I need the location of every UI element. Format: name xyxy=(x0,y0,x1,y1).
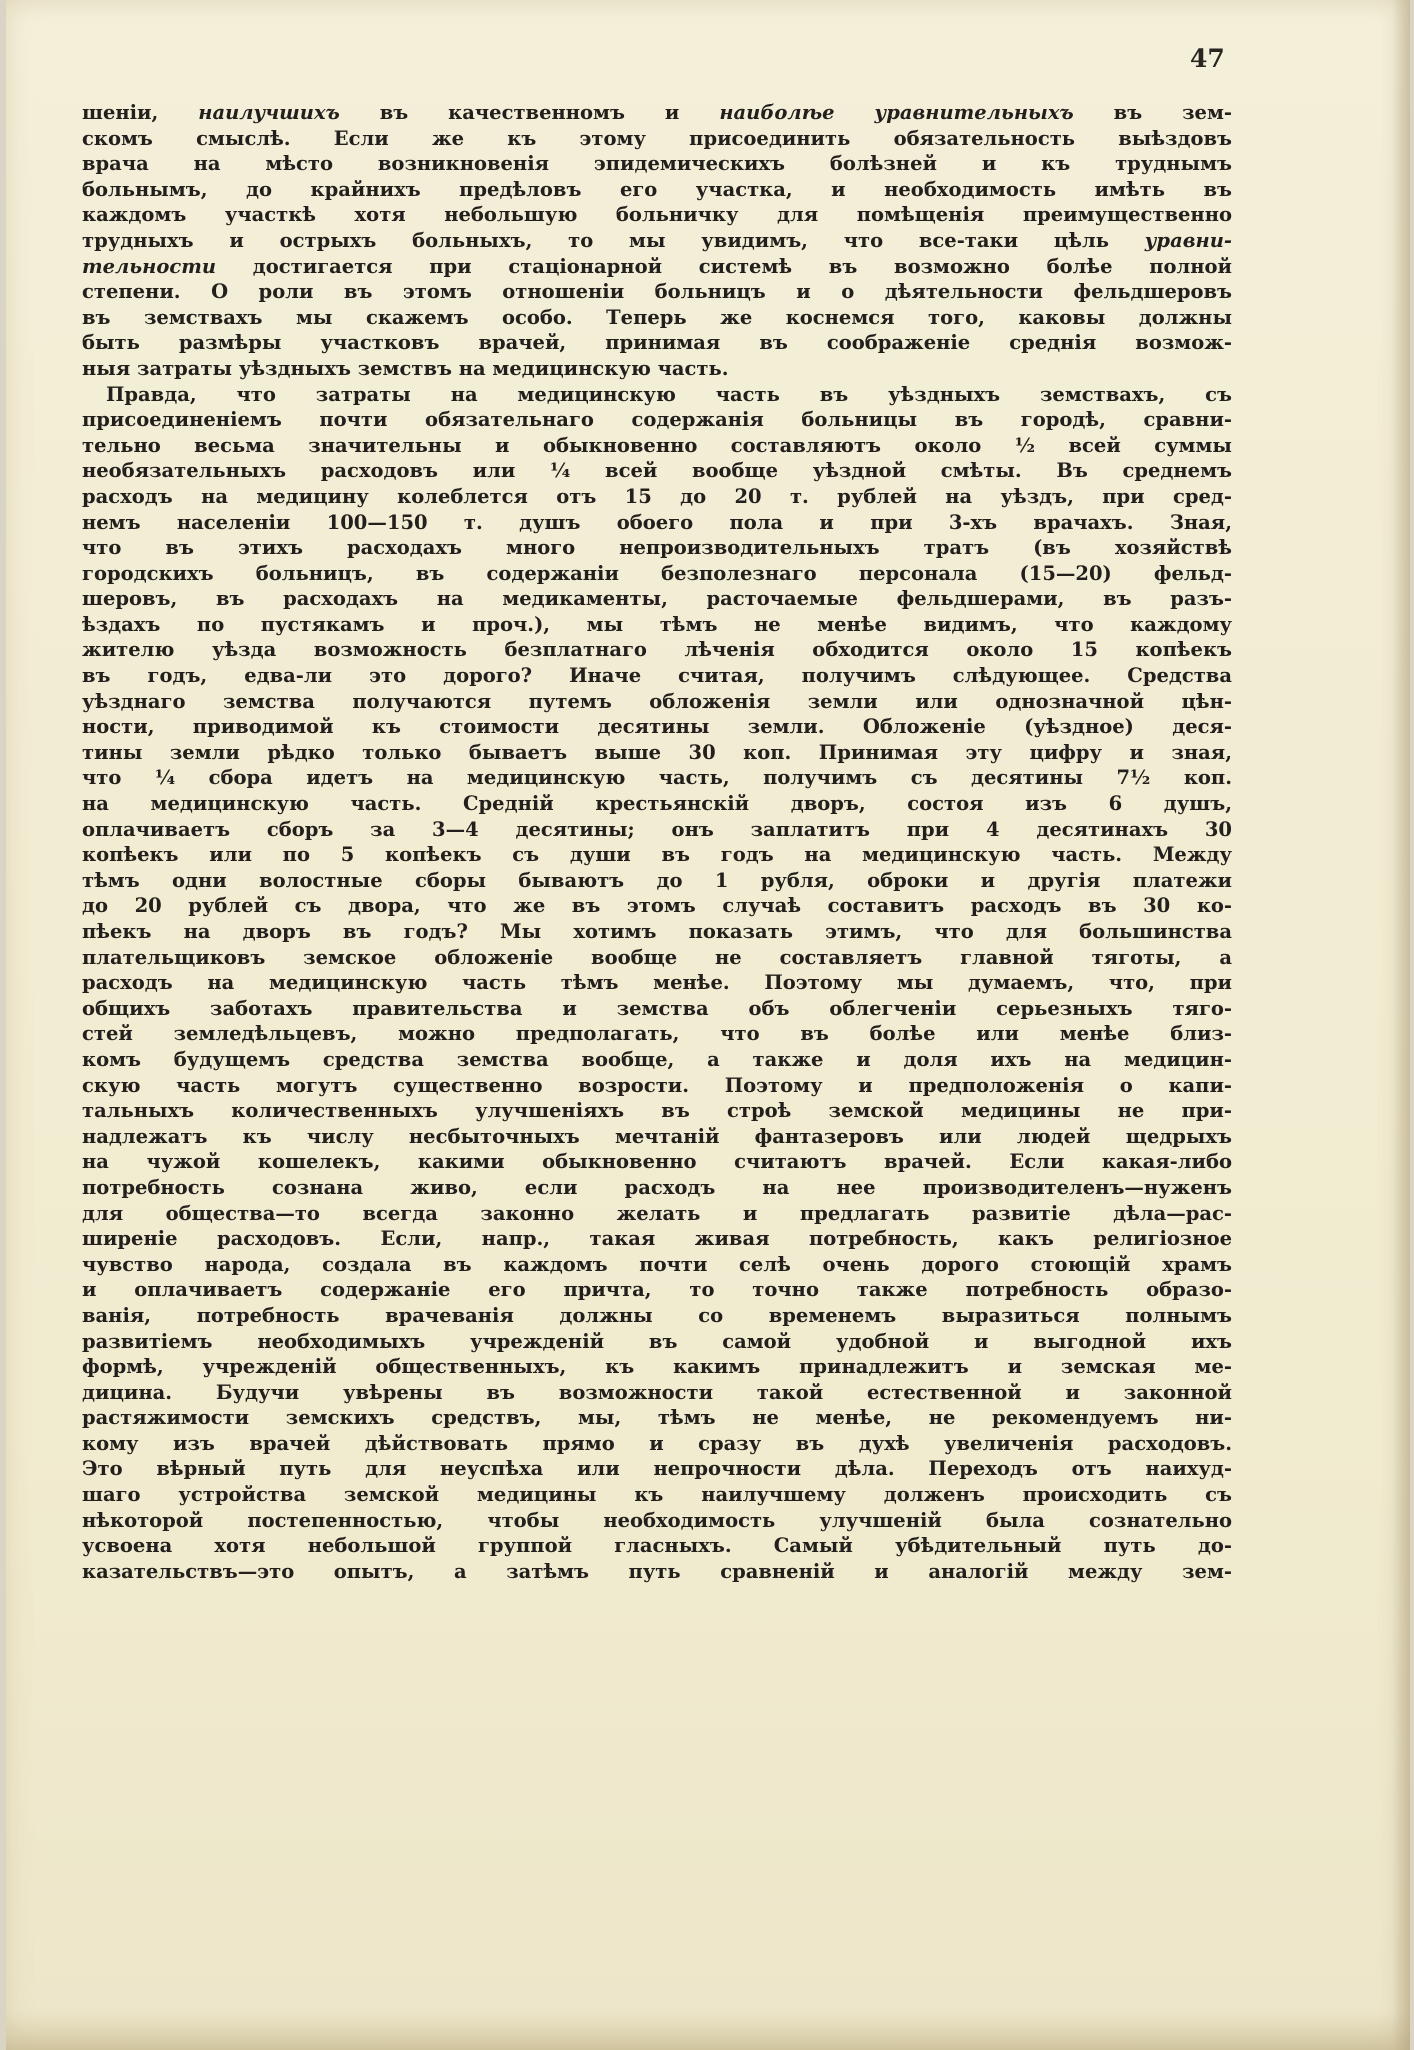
text-line xyxy=(82,1380,1232,1406)
text-line xyxy=(82,612,1232,638)
text-line xyxy=(82,458,1232,484)
text-segment: оплачиваетъ сборъ за 3—4 десятины; онъ заплатитъ при 4 десятинахъ 30 xyxy=(82,817,1232,841)
page-number: 47 xyxy=(1190,44,1225,73)
text-line xyxy=(82,970,1232,996)
text-line xyxy=(82,740,1232,766)
text-line xyxy=(82,714,1232,740)
text-line xyxy=(82,842,1232,868)
text-segment: формѣ, учрежденій общественныхъ, къ какимъ принадлежитъ и земская ме- xyxy=(82,1355,1232,1379)
emphasized-text: наиболѣе уравнительныхъ xyxy=(719,101,1074,124)
text-segment: городскихъ больницъ, въ содержаніи безполезнаго персонала (15—20) фельд- xyxy=(82,561,1232,585)
text-segment: ности, приводимой къ стоимости десятины земли. Обложеніе (уѣздное) деся- xyxy=(82,715,1232,739)
text-line xyxy=(82,126,1232,152)
text-line xyxy=(82,305,1232,331)
text-line xyxy=(82,228,1232,254)
text-segment: нѣкоторой постепенностью, чтобы необходимость улучшеній была сознательно xyxy=(82,1508,1232,1532)
text-line xyxy=(82,202,1232,228)
page-bottom-shadow xyxy=(6,2010,1410,2050)
page-edge-shadow xyxy=(1392,0,1410,2050)
text-line xyxy=(82,791,1232,817)
text-line xyxy=(82,100,1232,126)
text-line xyxy=(82,945,1232,971)
text-segment: степени. О роли въ этомъ отношеніи больницъ и о дѣятельности фельдшеровъ xyxy=(82,280,1232,304)
text-segment: скую часть могутъ существенно возрости. Поэтому и предположенія о капи- xyxy=(82,1073,1232,1097)
text-segment: достигается при стаціонарной системѣ въ возможно болѣе полной xyxy=(216,254,1232,278)
text-line xyxy=(82,1149,1232,1175)
text-segment: для общества—то всегда законно желать и предлагать развитіе дѣла—рас- xyxy=(82,1201,1232,1225)
text-segment: дицина. Будучи увѣрены въ возможности такой естественной и законной xyxy=(82,1380,1232,1404)
text-line xyxy=(82,1252,1232,1278)
text-segment: на медицинскую часть. Средній крестьянскій дворъ, состоя изъ 6 душъ, xyxy=(82,792,1232,816)
text-segment: комъ будущемъ средства земства вообще, а также и доля ихъ на медицин- xyxy=(82,1047,1232,1071)
text-line xyxy=(82,510,1232,536)
text-line xyxy=(82,1201,1232,1227)
body-text xyxy=(82,100,1232,1584)
text-segment: общихъ заботахъ правительства и земства объ облегченіи серьезныхъ тяго- xyxy=(82,996,1232,1020)
text-line xyxy=(82,996,1232,1022)
text-segment: въ земствахъ мы скажемъ особо. Теперь же коснемся того, каковы должны xyxy=(82,305,1232,329)
text-segment: чувство народа, создала въ каждомъ почти селѣ очень дорого стоющій храмъ xyxy=(82,1252,1232,1276)
text-segment: шеровъ, въ расходахъ на медикаменты, расточаемые фельдшерами, въ разъ- xyxy=(82,587,1232,611)
text-segment: шеніи, xyxy=(82,101,199,124)
text-line xyxy=(82,1329,1232,1355)
text-segment: расходъ на медицинскую часть тѣмъ менѣе. Поэтому мы думаемъ, что, при xyxy=(82,971,1232,995)
text-line xyxy=(82,1559,1232,1585)
text-line xyxy=(82,1124,1232,1150)
emphasized-text: уравни- xyxy=(1144,228,1232,252)
text-segment: Правда, что затраты на медицинскую часть въ уѣздныхъ земствахъ, съ xyxy=(106,382,1232,406)
text-segment: присоединеніемъ почти обязательнаго содержанія больницы въ городѣ, сравни- xyxy=(82,408,1232,432)
text-segment: расходъ на медицину колеблется отъ 15 до 20 т. рублей на уѣздъ, при сред- xyxy=(82,484,1232,508)
text-segment: каждомъ участкѣ хотя небольшую больничку для помѣщенія преимущественно xyxy=(82,203,1232,227)
text-segment: въ зем- xyxy=(1073,101,1232,124)
text-segment: потребность сознана живо, если расходъ на нее производителенъ—нуженъ xyxy=(82,1175,1232,1199)
text-segment: пѣекъ на дворъ въ годъ? Мы хотимъ показать этимъ, что для большинства xyxy=(82,920,1232,943)
text-segment: тельно весьма значительны и обыкновенно составляютъ около ½ всей суммы xyxy=(82,433,1232,457)
text-line xyxy=(82,1226,1232,1252)
text-segment: на чужой кошелекъ, какими обыкновенно считаютъ врачей. Если какая-либо xyxy=(82,1150,1232,1174)
text-line xyxy=(82,1456,1232,1482)
text-segment: ѣздахъ по пустякамъ и проч.), мы тѣмъ не менѣе видимъ, что каждому xyxy=(82,612,1232,636)
text-segment: жителю уѣзда возможность безплатнаго лѣченія обходится около 15 копѣекъ xyxy=(82,638,1232,662)
text-line xyxy=(82,1047,1232,1073)
text-line xyxy=(82,382,1232,408)
text-segment: немъ населеніи 100—150 т. душъ обоего пола и при 3-хъ врачахъ. Зная, xyxy=(82,510,1232,534)
text-line xyxy=(82,765,1232,791)
text-line xyxy=(82,177,1232,203)
text-segment: что ¼ сбора идетъ на медицинскую часть, получимъ съ десятины 7½ коп. xyxy=(82,766,1232,790)
text-segment: надлежатъ къ числу несбыточныхъ мечтаній фантазеровъ или людей щедрыхъ xyxy=(82,1124,1232,1148)
text-line xyxy=(82,279,1232,305)
text-line xyxy=(82,330,1232,356)
text-line xyxy=(82,433,1232,459)
text-segment: ширеніе расходовъ. Если, напр., такая живая потребность, какъ религіозное xyxy=(82,1227,1232,1251)
text-segment: скомъ смыслѣ. Если же къ этому присоединить обязательность выѣздовъ xyxy=(82,126,1232,150)
text-line xyxy=(82,407,1232,433)
text-line xyxy=(82,637,1232,663)
text-segment: врача на мѣсто возникновенія эпидемическихъ болѣзней и къ труднымъ xyxy=(82,152,1232,176)
text-line xyxy=(82,893,1232,919)
text-segment: до 20 рублей съ двора, что же въ этомъ случаѣ составитъ расходъ въ 30 ко- xyxy=(82,894,1232,918)
text-line xyxy=(82,1482,1232,1508)
text-segment: казательствъ—это опытъ, а затѣмъ путь сравненій и аналогій между зем- xyxy=(82,1559,1232,1583)
text-line xyxy=(82,1303,1232,1329)
text-line xyxy=(82,1533,1232,1559)
text-line xyxy=(82,689,1232,715)
text-line xyxy=(82,1021,1232,1047)
text-segment: ныя затраты уѣздныхъ земствъ на медицинскую часть. xyxy=(82,356,729,380)
text-segment: кому изъ врачей дѣйствовать прямо и сразу въ духѣ увеличенія расходовъ. xyxy=(82,1431,1232,1455)
text-segment: больнымъ, до крайнихъ предѣловъ его участка, и необходимость имѣть въ xyxy=(82,177,1232,201)
text-line xyxy=(82,663,1232,689)
text-segment: тѣмъ одни волостные сборы бываютъ до 1 рубля, оброки и другія платежи xyxy=(82,868,1232,892)
text-line xyxy=(82,868,1232,894)
text-segment: трудныхъ и острыхъ больныхъ, то мы увидимъ, что все-таки цѣль xyxy=(82,228,1145,252)
text-segment: растяжимости земскихъ средствъ, мы, тѣмъ не менѣе, не рекомендуемъ ни- xyxy=(82,1406,1232,1430)
text-line xyxy=(82,1175,1232,1201)
text-line xyxy=(82,1277,1232,1303)
emphasized-text: наилучшихъ xyxy=(198,101,340,124)
text-line xyxy=(82,1405,1232,1431)
emphasized-text: тельности xyxy=(82,254,217,278)
text-line xyxy=(82,151,1232,177)
text-segment: что въ этихъ расходахъ много непроизводительныхъ тратъ (въ хозяйствѣ xyxy=(82,536,1232,560)
text-segment: уѣзднаго земства получаются путемъ обложенія земли или однозначной цѣн- xyxy=(82,689,1232,713)
text-segment: быть размѣры участковъ врачей, принимая въ соображеніе среднія возмож- xyxy=(82,331,1232,355)
text-segment: въ годъ, едва-ли это дорого? Иначе считая, получимъ слѣдующее. Средства xyxy=(82,664,1232,688)
text-segment: шаго устройства земской медицины къ наилучшему долженъ происходить съ xyxy=(82,1483,1232,1507)
text-segment: въ качественномъ и xyxy=(339,101,720,124)
text-segment: необязательныхъ расходовъ или ¼ всей вообще уѣздной смѣты. Въ среднемъ xyxy=(82,459,1232,483)
text-line xyxy=(82,1431,1232,1457)
text-segment: развитіемъ необходимыхъ учрежденій въ самой удобной и выгодной ихъ xyxy=(82,1329,1232,1353)
text-segment: стей земледѣльцевъ, можно предполагать, что въ болѣе или менѣе близ- xyxy=(82,1022,1232,1046)
text-line xyxy=(82,356,1232,382)
text-segment: и оплачиваетъ содержаніе его причта, то точно также потребность образо- xyxy=(82,1278,1232,1302)
text-line xyxy=(82,919,1232,945)
text-segment: плательщиковъ земское обложеніе вообще не составляетъ главной тяготы, а xyxy=(82,945,1232,969)
text-line xyxy=(82,1508,1232,1534)
text-segment: ванія, потребность врачеванія должны со временемъ выразиться полнымъ xyxy=(82,1303,1232,1327)
text-segment: Это вѣрный путь для неуспѣха или непрочности дѣла. Переходъ отъ наихуд- xyxy=(82,1457,1232,1481)
text-line xyxy=(82,484,1232,510)
text-segment: тины земли рѣдко только бываетъ выше 30 коп. Принимая эту цифру и зная, xyxy=(82,740,1232,764)
text-segment: копѣекъ или по 5 копѣекъ съ души въ годъ на медицинскую часть. Между xyxy=(82,843,1232,867)
text-line xyxy=(82,1073,1232,1099)
text-line xyxy=(82,254,1232,280)
text-line xyxy=(82,561,1232,587)
text-line xyxy=(82,1354,1232,1380)
book-page xyxy=(6,0,1410,2050)
text-segment: тальныхъ количественныхъ улучшеніяхъ въ строѣ земской медицины не при- xyxy=(82,1099,1232,1123)
text-line xyxy=(82,1098,1232,1124)
text-segment: усвоена хотя небольшой группой гласныхъ. Самый убѣдительный путь до- xyxy=(82,1534,1232,1558)
text-line xyxy=(82,586,1232,612)
text-line xyxy=(82,817,1232,843)
text-line xyxy=(82,535,1232,561)
